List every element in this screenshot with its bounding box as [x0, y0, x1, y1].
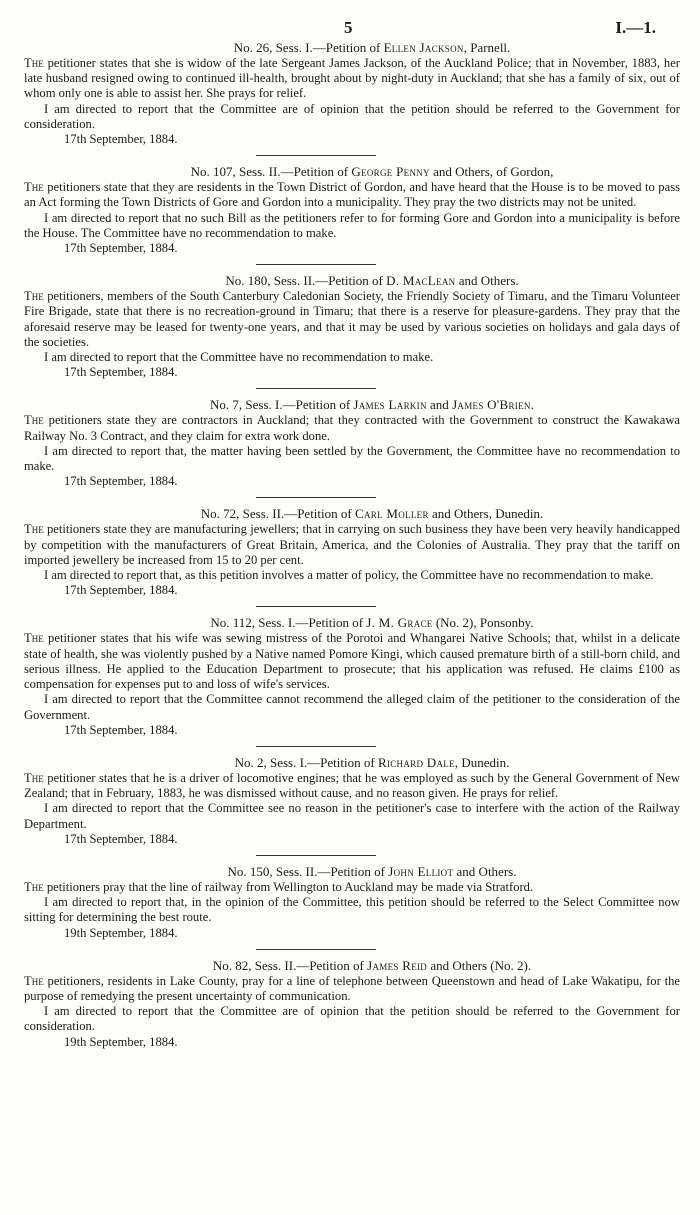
petitioner-name: Carl Moller	[354, 506, 429, 522]
petition-title-suffix: and Others, Dunedin.	[428, 506, 544, 522]
petitioner-name: Ellen Jackson	[383, 40, 464, 55]
petitioner-name: J. M. Grace	[366, 615, 433, 631]
petition-summary	[24, 631, 680, 692]
petition-title-end: .	[530, 397, 534, 413]
petition-title	[24, 164, 680, 180]
committee-report: I am directed to report that the Committee are of opinion that the petition should be referred to the Government for consideration.	[24, 101, 680, 131]
petition-text: petitioners state that they are residents in the Town District of Gordon, and have heard that the House is to be moved to pass an Act forming the Town Districts of Gore and Gordon into a municipality. They pray the two districts may not be united.	[24, 180, 680, 210]
petition-first-word: The	[24, 522, 44, 537]
petition-title-suffix: (No. 2), Ponsonby.	[432, 615, 534, 631]
petition-title	[24, 864, 680, 880]
petition-entry	[24, 164, 680, 256]
petition-text: petitioners state they are contractors in Auckland; that they contracted with the Government to construct the Kawakawa Railway No. 3 Contract, and they claim for extra work done.	[24, 413, 680, 443]
petition-title-suffix: , Dunedin.	[454, 754, 510, 770]
petitioner-name: D. MacLean	[386, 273, 456, 289]
petition-text: petitioners, residents in Lake County, pray for a line of telephone between Queenstown and head of Lake Wakatipu, for the purpose of remedying the present uncertainty of communication.	[24, 973, 680, 1003]
petition-entry	[24, 273, 680, 380]
report-date: 17th September, 1884.	[64, 241, 178, 256]
petition-title	[24, 755, 680, 771]
petitioner-name: Richard Dale	[377, 754, 455, 770]
committee-report: I am directed to report that no such Bill as the petitioners refer to for forming Gore and Gordon into a municipality is before the House. The Committee have no recommendation to make.	[24, 210, 680, 240]
petition-number: No. 150, Sess. II.—Petition of	[227, 863, 389, 879]
petition-first-word: The	[24, 973, 44, 988]
petition-entry	[24, 397, 680, 489]
committee-report: I am directed to report that, the matter having been settled by the Government, the Committee have no recommendation to make.	[24, 443, 680, 474]
petition-entry	[24, 40, 680, 147]
section-divider	[256, 264, 376, 265]
petition-title	[24, 958, 680, 974]
report-date: 17th September, 1884.	[64, 722, 178, 737]
petition-summary	[24, 289, 680, 350]
petition-text: petitioners pray that the line of railway from Wellington to Auckland may be made via Stratford.	[43, 879, 534, 894]
petition-first-word: The	[24, 180, 44, 195]
committee-report: I am directed to report that the Committee are of opinion that the petition should be referred to the Government for consideration.	[24, 1004, 680, 1034]
petition-text: petitioner states that she is widow of the late Sergeant James Jackson, of the Auckland Police; that in November, 1883, her late husband resigned owing to continued ill-health, brought about by night-duty in Auckland; that she has a family of six, out of whom only one is able to assist her. She prays for relief.	[24, 56, 680, 101]
petition-text: petitioners, members of the South Canterbury Caledonian Society, the Friendly Society of Timaru, and the Timaru Volunteer Fire Brigade, state that there is no recreation-ground in Timaru; that there is a reserve for pleasure-gardens. They pray that the aforesaid reserve may be leased for twenty-one years, and that it may be used by various societies on holidays and gala days of the societies.	[24, 289, 680, 349]
petition-first-word: The	[24, 879, 44, 894]
petitioner-name: James Larkin	[353, 397, 427, 413]
committee-report: I am directed to report that, as this petition involves a matter of policy, the Committee have no recommendation to make.	[44, 568, 654, 583]
petition-title-suffix: and Others.	[455, 273, 519, 289]
petition-summary	[24, 522, 680, 568]
petition-title	[24, 615, 680, 631]
section-divider	[256, 606, 376, 607]
report-date: 17th September, 1884.	[64, 474, 178, 489]
petition-summary	[24, 56, 680, 102]
page-header	[24, 0, 680, 40]
petition-summary	[24, 974, 680, 1004]
petition-number: No. 72, Sess. II.—Petition of	[200, 506, 355, 522]
petition-title-suffix: and Others.	[453, 863, 517, 879]
petition-first-word: The	[24, 770, 44, 785]
petition-text: petitioners state they are manufacturing jewellers; that in carrying on such business they have been very heavily handicapped by competition with the manufacturers of Great Britain, America, and the Colonies of Australia. They pray that the tariff on imported jewellery be increased from 15 to 20 per cent.	[24, 522, 680, 567]
petition-title-suffix: and	[426, 397, 453, 413]
petition-entry	[24, 755, 680, 847]
petition-title	[24, 506, 680, 522]
petition-summary	[24, 771, 680, 801]
section-divider	[256, 155, 376, 156]
committee-report: I am directed to report that the Committee cannot recommend the alleged claim of the petitioner to the consideration of the Government.	[24, 692, 680, 722]
petition-text: petitioner states that his wife was sewing mistress of the Porotoi and Whangarei Native Schools; that, whilst in a delicate state of health, she was violently pushed by a Native named Pomore Kingi, which caused premature birth of a still-born child, and serious illness. He applied to the Education Department to prosecute; that his application was refused. He claims £100 as compensation for expenses put to and loss of wife's services.	[24, 631, 680, 692]
petition-number: No. 180, Sess. II.—Petition of	[225, 273, 387, 289]
petition-list	[24, 40, 680, 1050]
petition-title-suffix: , Parnell.	[463, 40, 511, 55]
petitioner-name: George Penny	[351, 164, 430, 180]
petition-entry	[24, 615, 680, 737]
petition-summary	[24, 413, 680, 443]
report-date: 19th September, 1884.	[64, 925, 178, 940]
section-divider	[256, 855, 376, 856]
petition-number: No. 26, Sess. I.—Petition of	[233, 40, 384, 55]
petition-summary	[24, 180, 680, 210]
petition-entry	[24, 864, 680, 941]
petition-number: No. 2, Sess. I.—Petition of	[234, 754, 378, 770]
petition-text: petitioner states that he is a driver of locomotive engines; that he was employed as such by the General Government of New Zealand; that in February, 1883, he was dismissed without cause, and no reason given. He prays for relief.	[24, 770, 680, 801]
petition-title-suffix: and Others, of Gordon,	[429, 164, 554, 180]
petition-first-word: The	[24, 289, 44, 304]
petition-first-word: The	[24, 413, 44, 428]
petition-title-suffix: and Others (No. 2).	[427, 957, 532, 973]
section-divider	[256, 949, 376, 950]
petition-summary	[24, 880, 680, 895]
petition-entry	[24, 958, 680, 1050]
section-divider	[256, 497, 376, 498]
report-date: 17th September, 1884.	[64, 132, 178, 147]
section-divider	[256, 746, 376, 747]
committee-report: I am directed to report that the Committee see no reason in the petitioner's case to interfere with the action of the Railway Department.	[24, 801, 680, 831]
committee-report: I am directed to report that, in the opinion of the Committee, this petition should be referred to the Select Committee now sitting for determining the best route.	[24, 895, 680, 925]
section-divider	[256, 388, 376, 389]
series-number: I.—1.	[615, 18, 656, 37]
report-date: 17th September, 1884.	[64, 365, 178, 380]
petition-title	[24, 273, 680, 289]
petition-title	[24, 397, 680, 413]
petition-first-word: The	[24, 56, 44, 70]
petitioner-name-second: James O'Brien	[452, 397, 531, 413]
report-date: 17th September, 1884.	[64, 831, 178, 846]
petition-title	[24, 40, 680, 56]
report-date: 17th September, 1884.	[64, 583, 178, 598]
petition-number: No. 7, Sess. I.—Petition of	[210, 397, 354, 413]
petition-number: No. 82, Sess. II.—Petition of	[212, 957, 368, 973]
petition-number: No. 107, Sess. II.—Petition of	[190, 164, 352, 180]
petition-first-word: The	[24, 631, 44, 646]
petitioner-name: James Reid	[367, 957, 428, 973]
petition-number: No. 112, Sess. I.—Petition of	[210, 615, 367, 631]
petition-entry	[24, 506, 680, 598]
page-number: 5	[344, 18, 353, 37]
petitioner-name: John Elliot	[388, 863, 454, 879]
committee-report: I am directed to report that the Committee have no recommendation to make.	[44, 350, 434, 365]
report-date: 19th September, 1884.	[64, 1034, 178, 1049]
